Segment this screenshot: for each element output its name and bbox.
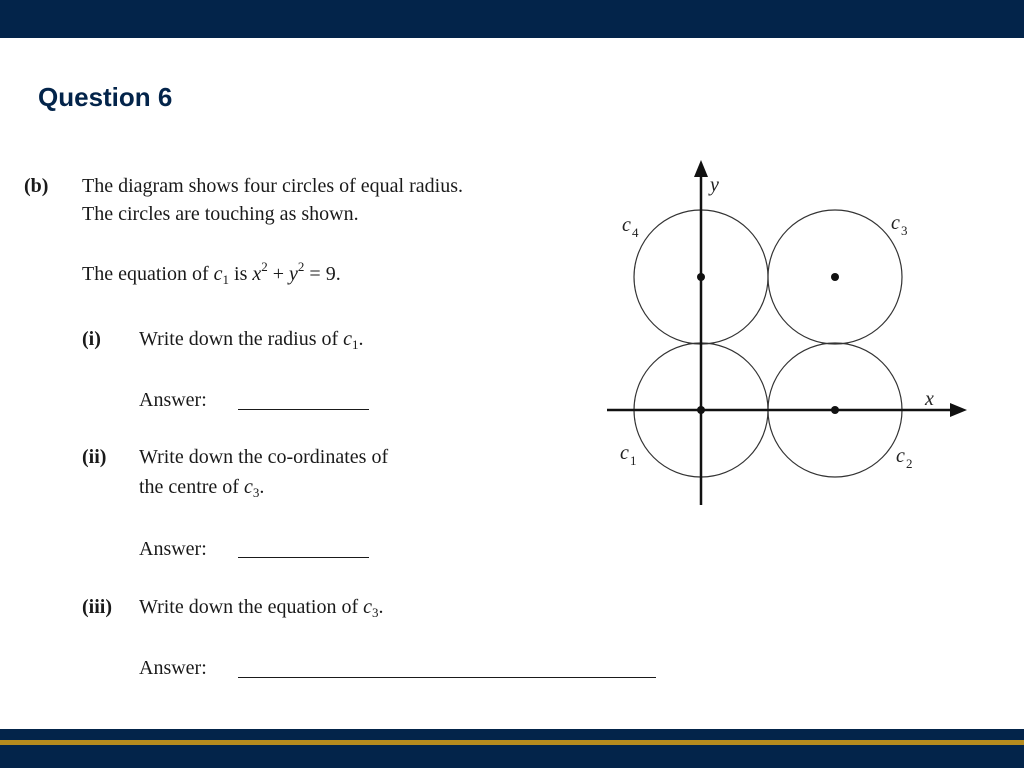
centre-c1 <box>697 406 705 414</box>
label-c3-letter: c <box>891 212 900 234</box>
sub-ii-label: (ii) <box>82 446 107 468</box>
equals-nine: = 9 <box>309 263 336 285</box>
x-axis-arrow-icon <box>950 403 967 417</box>
centre-c4 <box>697 273 705 281</box>
equation-period: . <box>335 263 341 285</box>
y-axis-label: y <box>710 174 719 196</box>
label-c3-index: 3 <box>901 223 908 238</box>
sub-i-prompt: Write down the radius of <box>139 328 339 350</box>
sub-i-label: (i) <box>82 328 101 350</box>
label-c1-index: 1 <box>630 453 637 468</box>
sub-iii-circle-index: 3 <box>372 605 379 620</box>
label-c2-letter: c <box>896 445 905 467</box>
exp-x: 2 <box>261 259 268 274</box>
exp-y: 2 <box>297 259 305 274</box>
var-x: x <box>252 263 262 285</box>
slide-title: Question 6 <box>38 82 173 112</box>
sub-i-circle-index: 1 <box>352 337 359 352</box>
sub-ii-circle-index: 3 <box>252 485 260 500</box>
equation-prefix: The equation of <box>82 263 209 285</box>
centre-c3 <box>831 273 839 281</box>
sub-ii-answer-label: Answer: <box>139 538 207 560</box>
label-c4-index: 4 <box>632 225 639 240</box>
label-c1-letter: c <box>620 442 629 464</box>
sub-i-circle-symbol: c <box>343 328 353 350</box>
sub-i-period: . <box>358 328 364 350</box>
intro-line-1: The diagram shows four circles of equal radius. <box>82 175 463 197</box>
circle-subscript: 1 <box>222 272 230 287</box>
bottom-banner <box>0 729 1024 768</box>
sub-ii-period: . <box>259 476 265 498</box>
sub-iii-circle-symbol: c <box>363 596 373 618</box>
label-c4-letter: c <box>622 214 631 236</box>
sub-iii-period: . <box>378 596 384 618</box>
var-y: y <box>289 263 298 285</box>
plus-sign: + <box>272 263 285 285</box>
equation-is: is <box>234 263 248 285</box>
sub-ii-circle-symbol: c <box>243 476 253 498</box>
sub-ii-prompt: the centre of <box>139 476 239 498</box>
bottom-gold-stripe <box>0 740 1024 745</box>
circle-symbol: c <box>213 263 223 285</box>
intro-line-2: The circles are touching as shown. <box>82 203 359 225</box>
sub-i-answer-label: Answer: <box>139 389 207 411</box>
sub-ii-line-1: Write down the co-ordinates of <box>139 446 389 468</box>
x-axis-label: x <box>925 388 934 410</box>
y-axis-arrow-icon <box>694 160 708 177</box>
label-c2-index: 2 <box>906 456 913 471</box>
sub-iii-prompt: Write down the equation of <box>139 596 359 618</box>
centre-c2 <box>831 406 839 414</box>
sub-iii-label: (iii) <box>82 596 112 618</box>
part-label: (b) <box>24 175 49 197</box>
sub-iii-answer-label: Answer: <box>139 657 207 679</box>
